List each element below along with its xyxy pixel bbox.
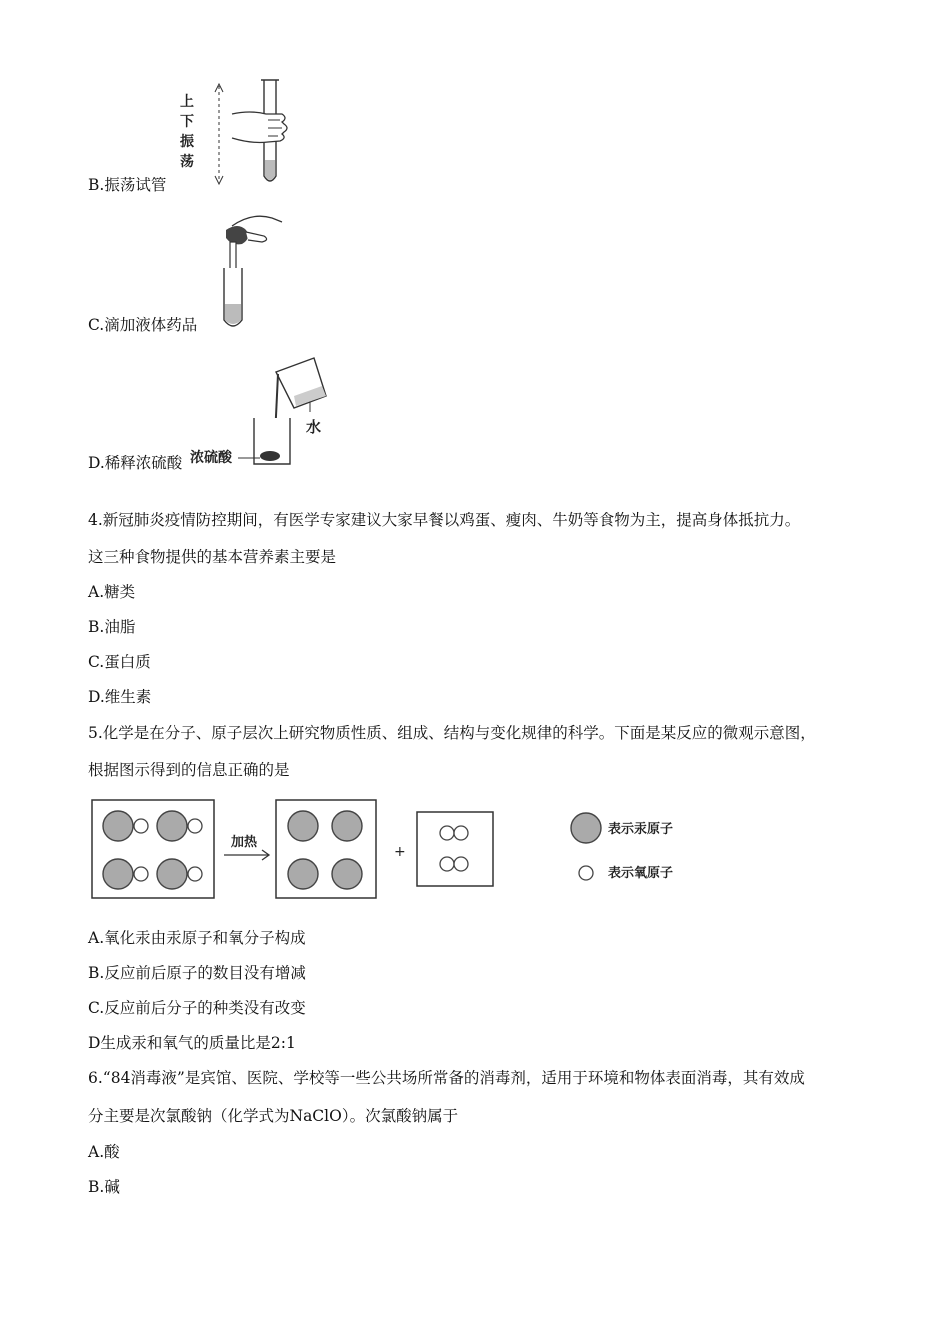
- figure-dilute-acid: [190, 352, 330, 470]
- q4-option-c: C.蛋白质: [88, 653, 151, 671]
- q5-stem-line-1: 5.化学是在分子、原子层次上研究物质性质、组成、结构与变化规律的科学。下面是某反应的微观示意图，: [88, 724, 816, 742]
- q5-option-a: A.氧化汞由汞原子和氧分子构成: [88, 929, 306, 947]
- fig-b-char-3: 振: [180, 134, 194, 150]
- option-3d: D.稀释浓硫酸: [88, 454, 183, 472]
- option-3c: C.滴加液体药品: [88, 316, 198, 334]
- q6-stem-line-1: 6.“84消毒液”是宾馆、医院、学校等一些公共场所常备的消毒剂，适用于环境和物体表面消毒，其有效成: [88, 1069, 805, 1087]
- water-label: 水: [306, 418, 322, 436]
- q4-option-b: B.油脂: [88, 618, 136, 636]
- q4-option-a: A.糖类: [88, 583, 136, 601]
- q4-stem-line-2: 这三种食物提供的基本营养素主要是: [88, 548, 337, 566]
- q5-option-d: D生成汞和氧气的质量比是2:1: [88, 1034, 296, 1052]
- figure-shaking-test-tube: [172, 74, 302, 194]
- q5-option-b: B.反应前后原子的数目没有增减: [88, 964, 306, 982]
- reaction-diagram: [88, 790, 708, 905]
- fig-b-char-1: 上: [180, 94, 194, 110]
- q5-stem-line-2: 根据图示得到的信息正确的是: [88, 761, 290, 779]
- q6-option-a: A.酸: [88, 1143, 120, 1161]
- figure-dropper: [212, 208, 292, 334]
- legend-oxygen-label: 表示氧原子: [608, 866, 674, 881]
- product-oxygen-box: [417, 812, 493, 886]
- acid-label: 浓硫酸: [190, 450, 232, 466]
- legend-mercury-symbol: [571, 813, 601, 843]
- option-3b: B.振荡试管: [88, 176, 167, 194]
- q6-option-b: B.碱: [88, 1178, 120, 1196]
- plus-sign: +: [394, 844, 406, 860]
- fig-b-char-2: 下: [180, 114, 194, 130]
- legend-oxygen-symbol: [579, 866, 593, 880]
- q4-stem-line-1: 4.新冠肺炎疫情防控期间，有医学专家建议大家早餐以鸡蛋、瘦肉、牛奶等食物为主，提高身体抵抗力。: [88, 511, 801, 529]
- fig-b-char-4: 荡: [180, 154, 194, 170]
- q4-option-d: D.维生素: [88, 688, 152, 706]
- arrow-label: 加热: [231, 835, 258, 850]
- q5-option-c: C.反应前后分子的种类没有改变: [88, 999, 306, 1017]
- q6-stem-line-2: 分主要是次氯酸钠（化学式为NaClO）。次氯酸钠属于: [88, 1107, 459, 1125]
- legend-mercury-label: 表示汞原子: [608, 822, 674, 837]
